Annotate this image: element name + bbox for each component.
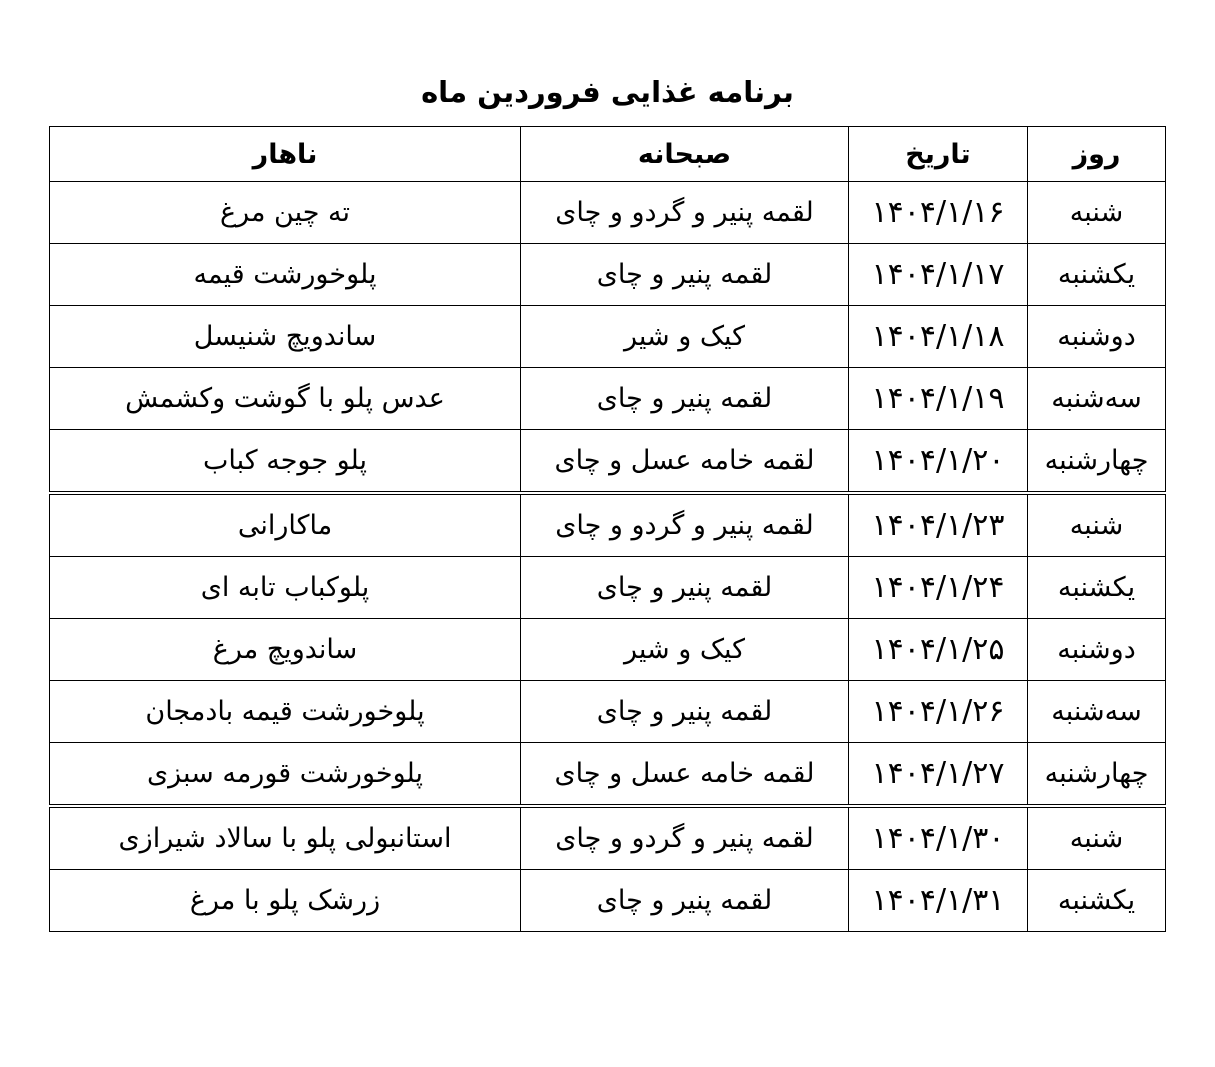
table-row — [50, 743, 1166, 807]
day-cell: سه‌شنبه — [1028, 681, 1166, 743]
day-cell: چهارشنبه — [1028, 430, 1166, 494]
breakfast-cell: لقمه پنیر و گردو و چای — [521, 493, 849, 557]
lunch-cell: زرشک پلو با مرغ — [50, 870, 521, 932]
lunch-cell: پلو جوجه کباب — [50, 430, 521, 494]
lunch-cell: پلوخورشت قیمه بادمجان — [50, 681, 521, 743]
day-cell: یکشنبه — [1028, 244, 1166, 306]
date-cell: ۱۴۰۴/۱/۲۷ — [849, 743, 1028, 807]
table-row — [50, 806, 1166, 870]
breakfast-cell: لقمه پنیر و چای — [521, 557, 849, 619]
date-cell: ۱۴۰۴/۱/۱۹ — [849, 368, 1028, 430]
date-cell: ۱۴۰۴/۱/۱۷ — [849, 244, 1028, 306]
lunch-cell: عدس پلو با گوشت وکشمش — [50, 368, 521, 430]
day-cell: یکشنبه — [1028, 870, 1166, 932]
date-cell: ۱۴۰۴/۱/۲۳ — [849, 493, 1028, 557]
table-header-row — [50, 127, 1166, 182]
date-cell: ۱۴۰۴/۱/۲۴ — [849, 557, 1028, 619]
day-cell: چهارشنبه — [1028, 743, 1166, 807]
page-title: برنامه غذایی فروردین ماه — [421, 75, 794, 109]
lunch-cell: ساندویچ شنیسل — [50, 306, 521, 368]
breakfast-cell: کیک و شیر — [521, 619, 849, 681]
lunch-cell: پلوخورشت قیمه — [50, 244, 521, 306]
table-row — [50, 681, 1166, 743]
day-cell: شنبه — [1028, 806, 1166, 870]
lunch-cell: ساندویچ مرغ — [50, 619, 521, 681]
day-cell: شنبه — [1028, 493, 1166, 557]
header-day: روز — [1028, 127, 1166, 182]
breakfast-cell: لقمه پنیر و چای — [521, 368, 849, 430]
date-cell: ۱۴۰۴/۱/۱۶ — [849, 182, 1028, 244]
date-cell: ۱۴۰۴/۱/۳۰ — [849, 806, 1028, 870]
table-row — [50, 619, 1166, 681]
day-cell: دوشنبه — [1028, 619, 1166, 681]
date-cell: ۱۴۰۴/۱/۲۵ — [849, 619, 1028, 681]
table-row — [50, 557, 1166, 619]
table-row — [50, 870, 1166, 932]
header-lunch: ناهار — [50, 127, 521, 182]
lunch-cell: پلوخورشت قورمه سبزی — [50, 743, 521, 807]
header-date: تاریخ — [849, 127, 1028, 182]
day-cell: یکشنبه — [1028, 557, 1166, 619]
day-cell: سه‌شنبه — [1028, 368, 1166, 430]
breakfast-cell: لقمه پنیر و گردو و چای — [521, 182, 849, 244]
table-row — [50, 368, 1166, 430]
table-row — [50, 182, 1166, 244]
lunch-cell: پلوکباب تابه ای — [50, 557, 521, 619]
header-breakfast: صبحانه — [521, 127, 849, 182]
date-cell: ۱۴۰۴/۱/۱۸ — [849, 306, 1028, 368]
date-cell: ۱۴۰۴/۱/۲۶ — [849, 681, 1028, 743]
table-row — [50, 244, 1166, 306]
lunch-cell: استانبولی پلو با سالاد شیرازی — [50, 806, 521, 870]
date-cell: ۱۴۰۴/۱/۳۱ — [849, 870, 1028, 932]
breakfast-cell: کیک و شیر — [521, 306, 849, 368]
breakfast-cell: لقمه خامه عسل و چای — [521, 743, 849, 807]
breakfast-cell: لقمه پنیر و چای — [521, 681, 849, 743]
breakfast-cell: لقمه خامه عسل و چای — [521, 430, 849, 494]
table-row — [50, 430, 1166, 494]
day-cell: دوشنبه — [1028, 306, 1166, 368]
day-cell: شنبه — [1028, 182, 1166, 244]
lunch-cell: ته چین مرغ — [50, 182, 521, 244]
lunch-cell: ماکارانی — [50, 493, 521, 557]
table-row — [50, 306, 1166, 368]
breakfast-cell: لقمه پنیر و گردو و چای — [521, 806, 849, 870]
date-cell: ۱۴۰۴/۱/۲۰ — [849, 430, 1028, 494]
breakfast-cell: لقمه پنیر و چای — [521, 244, 849, 306]
table-row — [50, 493, 1166, 557]
meal-schedule-table — [49, 126, 1166, 932]
breakfast-cell: لقمه پنیر و چای — [521, 870, 849, 932]
